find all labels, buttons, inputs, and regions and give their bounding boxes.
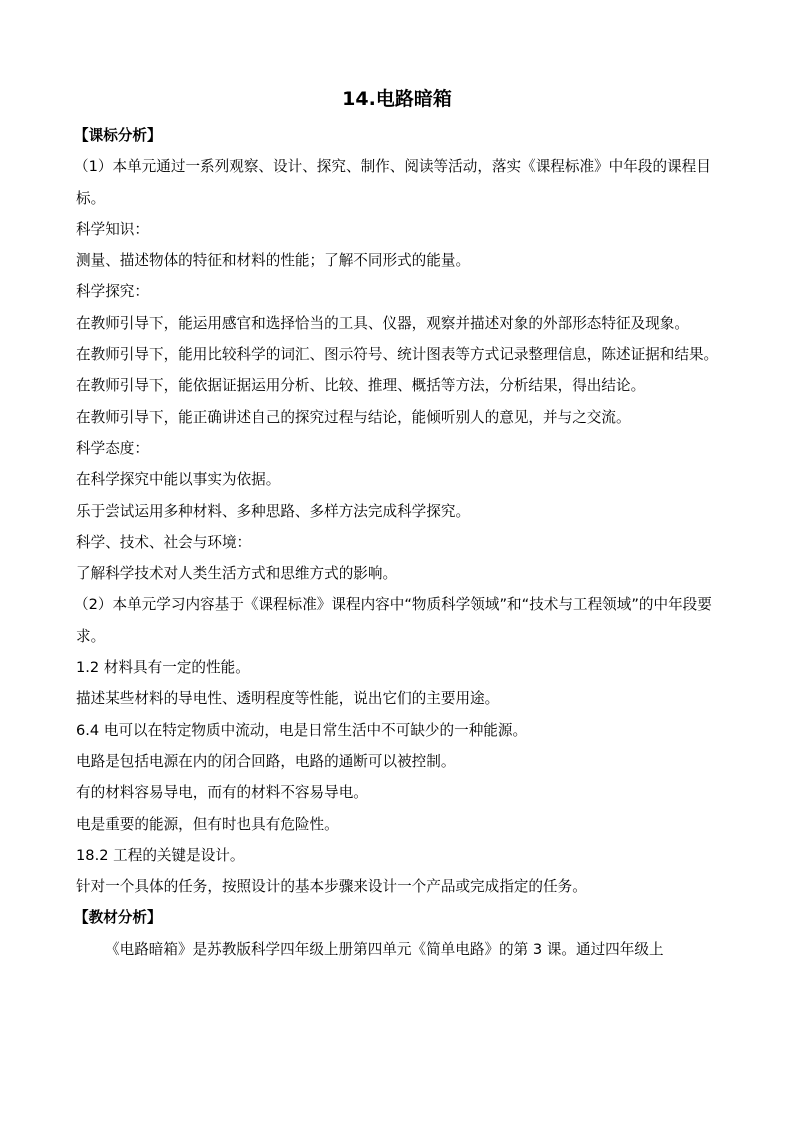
paragraph: 科学、技术、社会与环境： [76, 533, 252, 551]
paragraph: 科学态度： [76, 439, 149, 457]
paragraph: 18.2 工程的关键是设计。 [76, 846, 245, 864]
paragraph: 在科学探究中能以事实为依据。 [76, 471, 281, 489]
paragraph: 科学知识： [76, 220, 149, 238]
paragraph: 《电路暗箱》是苏教版科学四年级上册第四单元《简单电路》的第 3 课。通过四年级上 [105, 940, 664, 958]
paragraph: 描述某些材料的导电性、透明程度等性能，说出它们的主要用途。 [76, 690, 500, 708]
section-heading-textbook: 【教材分析】 [74, 909, 162, 927]
paragraph: 针对一个具体的任务，按照设计的基本步骤来设计一个产品或完成指定的任务。 [76, 878, 587, 896]
paragraph: 在教师引导下，能运用感官和选择恰当的工具、仪器，观察并描述对象的外部形态特征及现象。 [76, 314, 689, 332]
document-title: 14.电路暗箱 [342, 88, 452, 110]
paragraph: 1.2 材料具有一定的性能。 [76, 659, 250, 677]
paragraph: 了解科学技术对人类生活方式和思维方式的影响。 [76, 565, 398, 583]
paragraph: 科学探究： [76, 283, 149, 301]
paragraph: 电是重要的能源，但有时也具有危险性。 [76, 815, 339, 833]
document-body [76, 120, 726, 965]
paragraph: （1）本单元通过一系列观察、设计、探究、制作、阅读等活动，落实《课程标准》中年段的课程目标。 [74, 158, 711, 207]
paragraph: 在教师引导下，能依据证据运用分析、比较、推理、概括等方法，分析结果，得出结论。 [76, 377, 646, 395]
paragraph: （2）本单元学习内容基于《课程标准》课程内容中“物质科学领域”和“技术与工程领域”的中年段要求。 [74, 596, 712, 645]
paragraph: 乐于尝试运用多种材料、多种思路、多样方法完成科学探究。 [76, 502, 471, 520]
paragraph: 有的材料容易导电，而有的材料不容易导电。 [76, 784, 368, 802]
paragraph: 6.4 电可以在特定物质中流动，电是日常生活中不可缺少的一种能源。 [76, 721, 528, 739]
paragraph: 电路是包括电源在内的闭合回路，电路的通断可以被控制。 [76, 752, 456, 770]
paragraph: 测量、描述物体的特征和材料的性能；了解不同形式的能量。 [76, 252, 471, 270]
section-heading-curriculum: 【课标分析】 [74, 127, 162, 144]
paragraph: 在教师引导下，能用比较科学的词汇、图示符号、统计图表等方式记录整理信息，陈述证据和结果。 [76, 346, 719, 364]
paragraph: 在教师引导下，能正确讲述自己的探究过程与结论，能倾听别人的意见，并与之交流。 [76, 408, 631, 426]
